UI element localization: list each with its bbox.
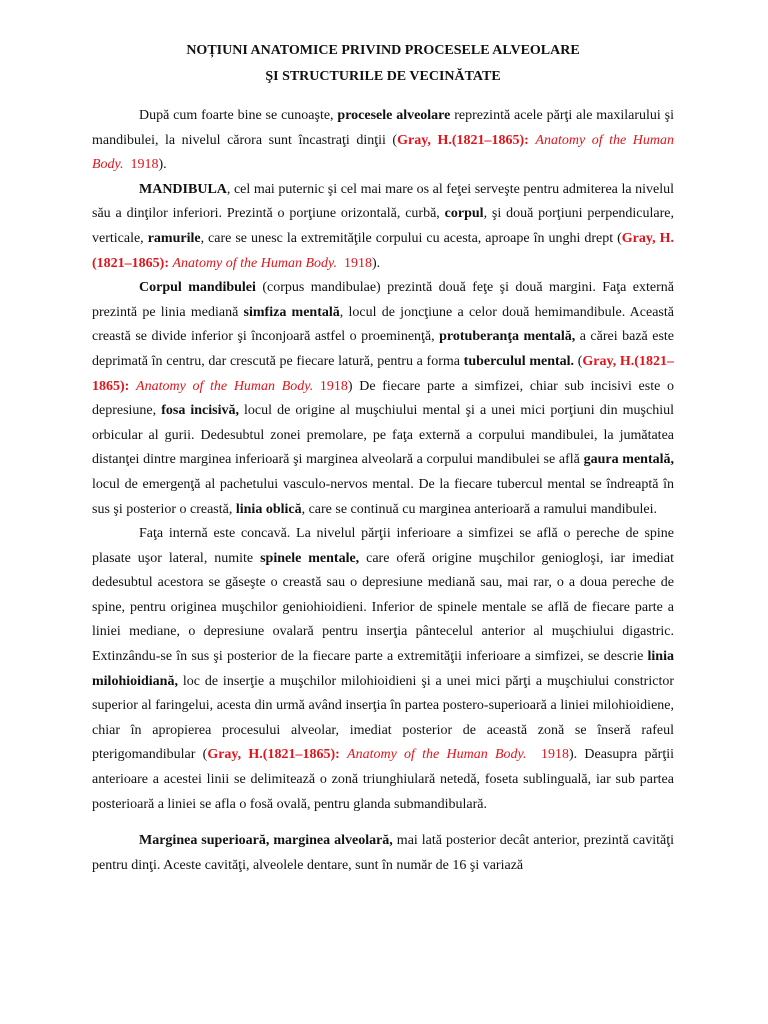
document-title	[92, 38, 674, 90]
citation-work: Body.	[494, 747, 527, 763]
citation-work: Anatomy of the Human	[347, 747, 488, 763]
citation-work: Anatomy of the Human Body.	[92, 132, 674, 173]
document-page	[92, 38, 674, 878]
bold-term: gaura mentală,	[583, 452, 674, 468]
bold-term: procesele alveolare	[337, 108, 451, 123]
bold-term: linia oblică	[235, 501, 302, 517]
bold-term: tuberculul mental.	[463, 353, 575, 369]
citation-author: Gray, H.(1821–1865):	[397, 132, 529, 148]
text: (corpus mandibulae) prezintă două feţe şi două margini. Faţa externă prezintă pe linia mediană	[92, 280, 674, 320]
bold-term: Corpul mandibulei	[139, 280, 256, 296]
text: , locul de joncţiune a celor două hemimandibule. Această creastă se divide inferior şi înconjoară astfel o proeminenţă,	[92, 304, 674, 345]
text: ).	[158, 157, 167, 173]
text: , care se unesc la extremităţile corpului cu acesta, aproape în unghi drept (	[200, 230, 622, 246]
bold-term: ramurile	[147, 230, 201, 246]
text: loc de inserţie a muşchilor milohioidieni şi a unei mici părţi a muşchiului constrictor superior al faringelui, acesta din urmă având inserţia în partea postero-superioară a liniei milohioidiene, chiar în apropierea procesului alveolar, imediat posterior de această zonă se înseră rafeul pterigomandibular (	[92, 673, 674, 763]
paragraph-fata-interna	[92, 522, 674, 817]
text: a cărei bază este deprimată în centru, dar crescută pe fiecare latură, pentru a forma	[92, 329, 675, 369]
text: locul de origine al muşchiului mental şi a unei mici porţiuni din muşchiul orbicular al gurii. Dedesubtul zonei premolare, pe faţa externă a corpului mandibulei, la jumătatea distanţei dintre marginea inferioară şi marginea alveolară a corpului mandibulei se află	[92, 403, 674, 468]
bold-term: MANDIBULA	[139, 181, 227, 197]
citation-work: Anatomy of the Human Body.	[172, 255, 337, 271]
citation-author: Gray, H.(1821–1865):	[207, 747, 340, 763]
text: Faţa internă este concavă. La nivelul părţii inferioare a simfizei se află o pereche de spine plasate uşor lateral, numite	[92, 526, 674, 566]
citation	[207, 747, 569, 762]
bold-term: corpul	[444, 206, 484, 222]
bold-term: protuberanţa mentală,	[439, 329, 576, 345]
text: locul de emergenţă al pachetului vasculo-nervos mental. De la fiecare tubercul mental se îndreaptă în sus şi posterior o creastă,	[92, 476, 674, 517]
text: ).	[371, 255, 381, 271]
text: , cel mai puternic şi cel mai mare os al feţei serveşte pentru admiterea la nivelul său a dinţilor inferiori. Prezintă o porţiune orizontală, curbă,	[92, 181, 674, 222]
bold-term: simfiza mentală	[243, 304, 340, 320]
citation-year: 1918	[540, 747, 569, 763]
citation-author: Gray, H.(1821–1865):	[92, 230, 674, 271]
bold-term: linia milohioidiană,	[92, 649, 674, 689]
citation-year: 1918	[319, 378, 348, 394]
bold-term: Marginea superioară, marginea alveolară,	[139, 833, 393, 849]
text: mai lată posterior decât anterior, prezintă cavităţi pentru dinţi. Aceste cavităţi, alveolele dentare, sunt în număr de 16 şi variază	[92, 833, 674, 873]
citation-work: Anatomy of the Human Body.	[136, 378, 314, 394]
text: , care se continuă cu marginea anterioară a ramului mandibulei.	[301, 501, 658, 517]
citation-year: 1918	[343, 255, 372, 271]
text: ). Deasupra părţii anterioare a acestei linii se delimitează o zonă triunghiulară netedă, foseta sublinguală, iar sub partea posterioară a liniei se afla o fosă ovală, pentru glanda submandibulară.	[92, 747, 675, 812]
paragraph-margine-superioara	[92, 829, 674, 878]
text: , şi două porţiuni perpendiculare, verticale,	[92, 206, 674, 246]
bold-term: spinele mentale,	[260, 550, 360, 566]
text: care oferă origine muşchilor geniogloşi, iar imediat dedesubtul acestora se găseşte o creastă sau o depresiune mediană sau, mai rar, o a doua pereche de spine, pentru originea muşchilor geniohioidieni. Inferior de spinele mentale se află de fiecare parte a liniei mediane, o depresiune ovalară pentru inserţia pântecelul anterior al muşchiului digastric. Extinzându-se în sus şi posterior de la fiecare parte a extremităţii inferioare a simfizei, se descrie	[92, 550, 674, 665]
text: (	[574, 353, 583, 369]
citation-author: Gray, H.(1821–1865):	[92, 353, 674, 394]
title-line-2: ŞI STRUCTURILE DE VECINĂTATE	[265, 69, 501, 84]
bold-term: fosa incisivă,	[161, 403, 239, 419]
text: ) De fiecare parte a simfizei, chiar sub incisivi este o depresiune,	[92, 378, 674, 419]
text: După cum foarte bine se cunoaşte,	[139, 108, 338, 123]
paragraph-gap	[92, 817, 674, 829]
title-line-1: NOȚIUNI ANATOMICE PRIVIND PROCESELE ALVEOLARE	[186, 43, 580, 58]
paragraph-corpul-mandibulei	[92, 276, 674, 522]
text: reprezintă acele părţi ale maxilarului şi mandibulei, la nivelul cărora sunt încastraţi dinţii (	[92, 108, 675, 148]
citation-year: 1918	[130, 157, 159, 173]
paragraph-mandibula	[92, 178, 674, 276]
paragraph-intro	[92, 104, 674, 178]
